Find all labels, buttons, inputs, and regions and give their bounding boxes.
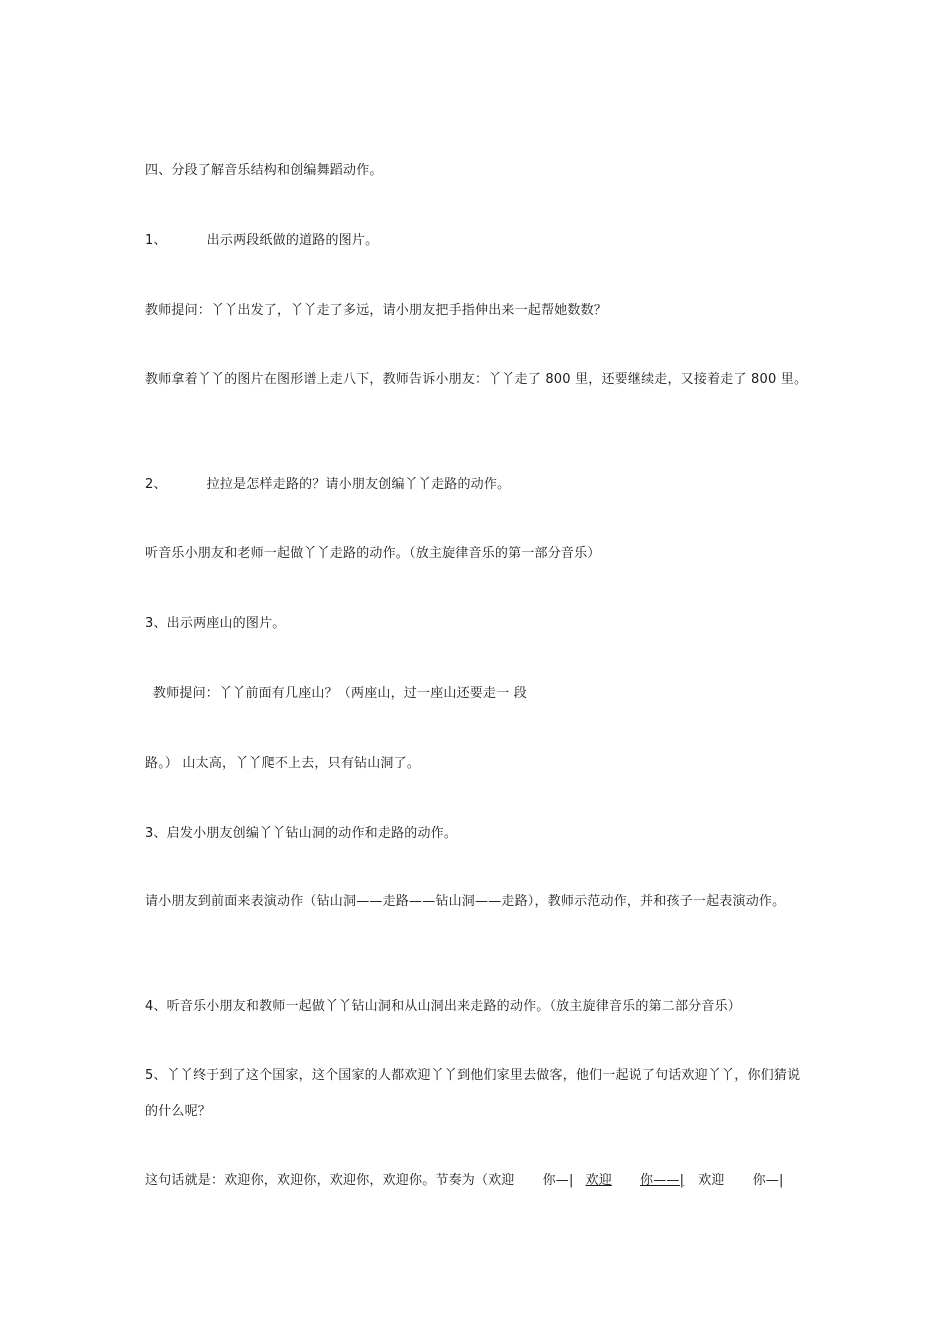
item-1-text: 出示两段纸做的道路的图片。 [206,233,379,248]
item-4: 4、听音乐小朋友和教师一起做丫丫钻山洞和从山洞出来走路的动作。（放主旋律音乐的第二部分音乐） [145,999,741,1014]
rhythm-beat-3: 你——| [640,1173,685,1188]
item-1 [145,232,378,250]
rhythm-intro: 这句话就是：欢迎你，欢迎你，欢迎你，欢迎你。节奏为（欢迎 [145,1173,515,1188]
rhythm-beat-1: 你—| [542,1173,574,1188]
paragraph-3: 请小朋友到前面来表演动作（钻山洞——走路——钻山洞——走路），教师示范动作，并和孩子一起表演动作。 [145,894,786,909]
item-2 [145,476,510,494]
paragraph-1: 教师拿着丫丫的图片在图形谱上走八下，教师告诉小朋友：丫丫走了 800 里，还要继续走，又接着走了 800 里。 [145,372,808,387]
item-2-text: 拉拉是怎样走路的？请小朋友创编丫丫走路的动作。 [206,477,511,492]
paragraph-2: 听音乐小朋友和老师一起做丫丫走路的动作。（放主旋律音乐的第一部分音乐） [145,546,601,561]
item-1-number: 1、 [145,233,167,248]
item-3b: 3、启发小朋友创编丫丫钻山洞的动作和走路的动作。 [145,826,458,841]
rhythm-line [145,1172,784,1190]
rhythm-beat-4: 欢迎 [698,1173,725,1188]
rhythm-beat-5: 你—| [752,1173,784,1188]
item-2-number: 2、 [145,477,167,492]
question-3: 教师提问：丫丫前面有几座山？（两座山，过一座山还要走一 段 [153,686,527,701]
question-3-continued: 路。） 山太高，丫丫爬不上去，只有钻山洞了。 [145,756,421,771]
item-5: 5、丫丫终于到了这个国家，这个国家的人都欢迎丫丫到他们家里去做客，他们一起说了句话欢迎丫丫，你们猜说的什么呢？ [145,1068,801,1119]
section-heading: 四、分段了解音乐结构和创编舞蹈动作。 [145,163,383,178]
rhythm-beat-2: 欢迎 [585,1173,612,1188]
question-1: 教师提问：丫丫出发了，丫丫走了多远，请小朋友把手指伸出来一起帮她数数？ [145,303,608,318]
item-3a: 3、出示两座山的图片。 [145,616,286,631]
